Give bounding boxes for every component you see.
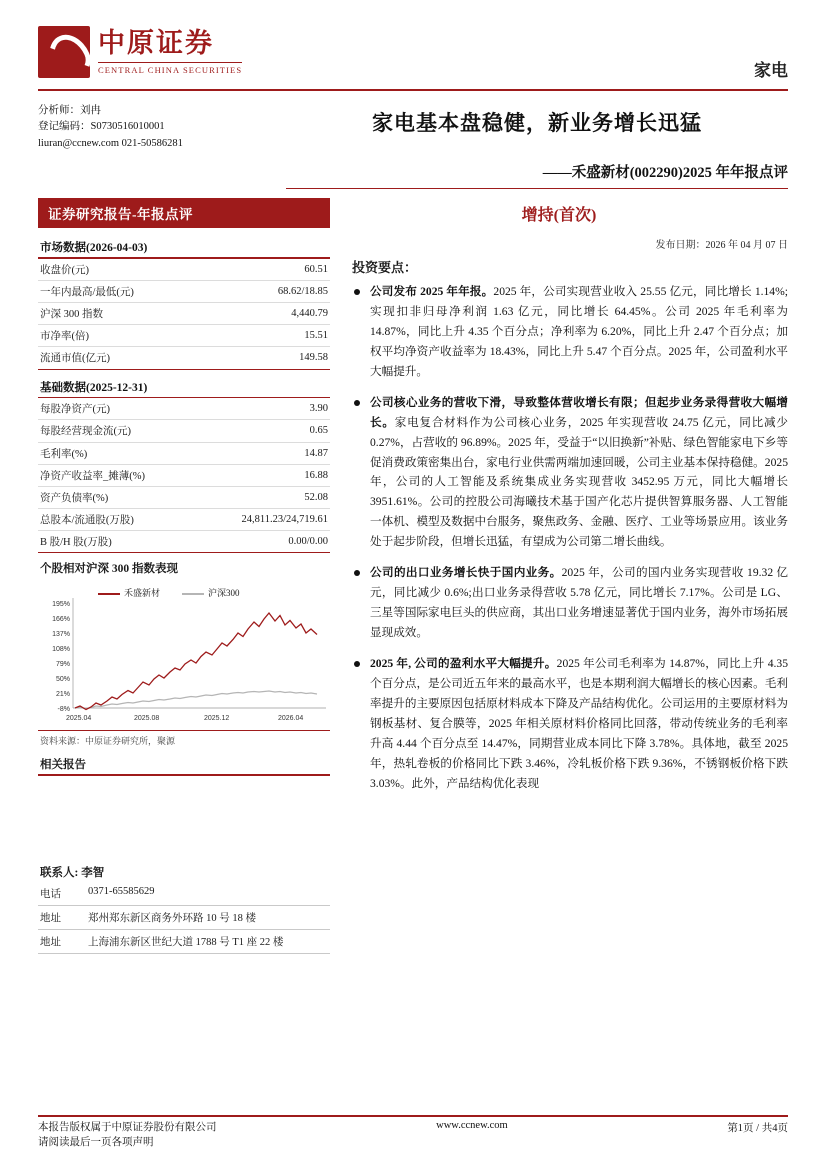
row-value: 0.65 (198, 420, 331, 442)
legend-item-index: 沪深300 (182, 586, 240, 599)
point-body: 2025 年公司毛利率为 14.87%，同比上升 4.35 个百分点，是公司近五年来的最高水平，也是本期利润大幅增长的核心因素。毛利率提升的主要原因包括原材料成本下降及产品结构优化。公司运用的主要原材料为钢板基材、复合膜等，2025 年相关原材料价格同比回落，带动传统业务的毛利率升高 4.44 个百分点至 14.47%，同期营业成本同比下降 3.78%。具体地，截至 2025 年，热轧卷板的价格同比下跌 3.46%，冷轧板价格下跌 9.36%，不锈钢板价格下跌 3.03%。此外，产品结构优化表现 (370, 656, 788, 790)
row-value: 60.51 (226, 259, 330, 281)
svg-text:50%: 50% (55, 676, 70, 684)
point-lead: 公司核心业务的营收下滑，导致整体营收增长有限；但起步业务录得营收大幅增长。 (370, 395, 788, 429)
logo-mark-icon (38, 26, 90, 78)
contact-title: 联系人: 李智 (40, 867, 105, 880)
row-key: B 股/H 股(万股) (38, 531, 198, 553)
right-column (330, 236, 788, 954)
sector-label: 家电 (754, 61, 788, 80)
page-number: 第1页 / 共4页 (727, 1122, 788, 1134)
related-reports-title: 相关报告 (40, 759, 86, 772)
legend-item-stock: 禾盛新材 (98, 586, 160, 599)
chart-title: 个股相对沪深 300 指数表现 (40, 563, 178, 576)
page-title: 家电基本盘稳健，新业务增长迅猛 (372, 111, 702, 135)
related-reports-empty (38, 776, 330, 864)
row-value: 4,440.79 (226, 302, 330, 324)
contact-key: 地址 (38, 906, 86, 930)
body-columns (38, 236, 788, 954)
point-lead: 2025 年, 公司的盈利水平大幅提升。 (370, 656, 557, 670)
svg-text:-8%: -8% (57, 706, 70, 714)
logo-company-en: CENTRAL CHINA SECURITIES (98, 62, 242, 75)
chart-legend (98, 586, 240, 599)
logo-company-cn: 中原证券 (98, 27, 214, 58)
svg-text:21%: 21% (55, 691, 70, 699)
row-value: 68.62/18.85 (226, 280, 330, 302)
title-divider (286, 188, 788, 189)
table-row (38, 442, 330, 464)
footer-divider (38, 1115, 788, 1117)
table-row (38, 509, 330, 531)
chart-source: 资料来源：中原证券研究所，聚源 (40, 736, 176, 747)
footer-left (38, 1120, 217, 1152)
contact-key: 地址 (38, 930, 86, 954)
footer-website[interactable]: www.ccnew.com (436, 1119, 508, 1131)
basic-data-title: 基础数据(2025-12-31) (40, 381, 148, 394)
title-area (286, 91, 788, 189)
point-body: 2025 年，公司的国内业务实现营收 19.32 亿元，同比减少 0.6%;出口业务录得营收 5.78 亿元，同比增长 7.17%。公司是 LG、三星等国际家电巨头的供应商，其出口业务增速显著优于国内业务，海外市场拓展显现成效。 (370, 566, 788, 639)
list-item (352, 654, 788, 794)
performance-chart (38, 580, 330, 731)
table-row (38, 420, 330, 442)
point-body: 2025 年，公司实现营业收入 25.55 亿元，同比增长 1.14%;实现扣非归母净利润 1.63 亿元，同比增长 64.45%。公司 2025 年毛利率为 14.87%，同比上升 4.35 个百分点；净利率为 6.20%，同比上升 2.47 个百分点；加权平均净资产收益率为 18.43%，同比上升 5.47 个百分点。2025 年，公司盈利水平大幅提升。 (370, 285, 788, 378)
row-key: 总股本/流通股(万股) (38, 509, 198, 531)
row-key: 沪深 300 指数 (38, 302, 226, 324)
table-row (38, 280, 330, 302)
svg-text:2025.04: 2025.04 (66, 715, 92, 723)
basic-data-table (38, 398, 330, 553)
page-footer (38, 1120, 788, 1152)
analyst-contact[interactable]: liuran@ccnew.com 021-50586281 (38, 137, 183, 149)
row-key: 每股经营现金流(元) (38, 420, 198, 442)
list-item (352, 393, 788, 553)
svg-text:195%: 195% (52, 601, 70, 609)
svg-text:2025.12: 2025.12 (204, 715, 230, 723)
contact-row (38, 930, 330, 954)
analyst-info (38, 103, 278, 152)
row-key: 收盘价(元) (38, 259, 226, 281)
svg-text:108%: 108% (52, 646, 70, 654)
row-value: 3.90 (198, 398, 331, 420)
contact-value: 上海浦东新区世纪大道 1788 号 T1 座 22 楼 (86, 930, 330, 954)
row-key: 一年内最高/最低(元) (38, 280, 226, 302)
row-value: 15.51 (226, 325, 330, 347)
list-item (352, 563, 788, 643)
contact-table (38, 882, 330, 954)
table-row (38, 486, 330, 508)
contact-row (38, 906, 330, 930)
left-column (38, 236, 330, 954)
table-row (38, 464, 330, 486)
row-value: 16.88 (198, 464, 331, 486)
chart-svg (38, 580, 330, 730)
svg-text:2026.04: 2026.04 (278, 715, 304, 723)
list-item (352, 282, 788, 382)
row-key: 毛利率(%) (38, 442, 198, 464)
analyst-name: 分析师：刘冉 (38, 105, 101, 116)
row-key: 流通市值(亿元) (38, 347, 226, 369)
report-banner (38, 198, 788, 228)
contact-value: 郑州郑东新区商务外环路 10 号 18 楼 (86, 906, 330, 930)
row-key: 资产负债率(%) (38, 486, 198, 508)
market-data-title: 市场数据(2026-04-03) (40, 242, 148, 254)
investment-points-list (352, 282, 788, 794)
table-row (38, 325, 330, 347)
point-lead: 公司的出口业务增长快于国内业务。 (370, 566, 562, 580)
disclaimer-line: 请阅读最后一页各项声明 (38, 1137, 154, 1149)
point-lead: 公司发布 2025 年年报。 (370, 285, 494, 298)
report-type-label: 证券研究报告-年报点评 (38, 198, 330, 228)
publish-date: 发布日期：2026 年 04 月 07 日 (655, 240, 788, 251)
table-row (38, 347, 330, 369)
table-row (38, 259, 330, 281)
market-data-table (38, 259, 330, 370)
point-body: 家电复合材料作为公司核心业务，2025 年实现营收 24.75 亿元，同比减少 0.27%，占营收的 96.89%。2025 年，受益于“以旧换新”补贴、绿色智能家电下乡等促消费政策密集出台，家电行业供需两端加速回暖，公司主业基本保持稳健。2025 年，公司的人工智能及系统集成业务实现营收 3452.95 万元，同比大幅增长 3951.61%。公司的控股公司海曦技术基于国产化芯片提供智算服务器、人工智能一体机、模型及数据中台服务，聚焦政务、金融、医疗、工业等场景应用。该业务处于起步阶段，但增长迅猛，有望成为公司第二增长曲线。 (370, 415, 788, 549)
row-key: 净资产收益率_摊薄(%) (38, 464, 198, 486)
row-value: 0.00/0.00 (198, 531, 331, 553)
table-row (38, 302, 330, 324)
table-row (38, 398, 330, 420)
svg-text:137%: 137% (52, 631, 70, 639)
copyright-line: 本报告版权属于中原证券股份有限公司 (38, 1121, 217, 1133)
page-subtitle: ——禾盛新材(002290)2025 年年报点评 (542, 165, 788, 181)
row-value: 24,811.23/24,719.61 (198, 509, 331, 531)
row-value: 52.08 (198, 486, 331, 508)
svg-text:166%: 166% (52, 616, 70, 624)
row-value: 14.87 (198, 442, 331, 464)
svg-text:2025.08: 2025.08 (134, 715, 160, 723)
table-row (38, 531, 330, 553)
row-key: 市净率(倍) (38, 325, 226, 347)
analyst-code: 登记编码：S0730516010001 (38, 121, 165, 133)
contact-row (38, 882, 330, 906)
page-header (38, 0, 788, 81)
contact-key: 电话 (38, 882, 86, 906)
investment-points-heading: 投资要点： (352, 260, 418, 275)
contact-value: 0371-65585629 (86, 882, 330, 906)
company-logo (38, 26, 242, 78)
rating-badge: 增持(首次) (521, 206, 597, 224)
svg-text:79%: 79% (55, 661, 70, 669)
row-key: 每股净资产(元) (38, 398, 198, 420)
row-value: 149.58 (226, 347, 330, 369)
